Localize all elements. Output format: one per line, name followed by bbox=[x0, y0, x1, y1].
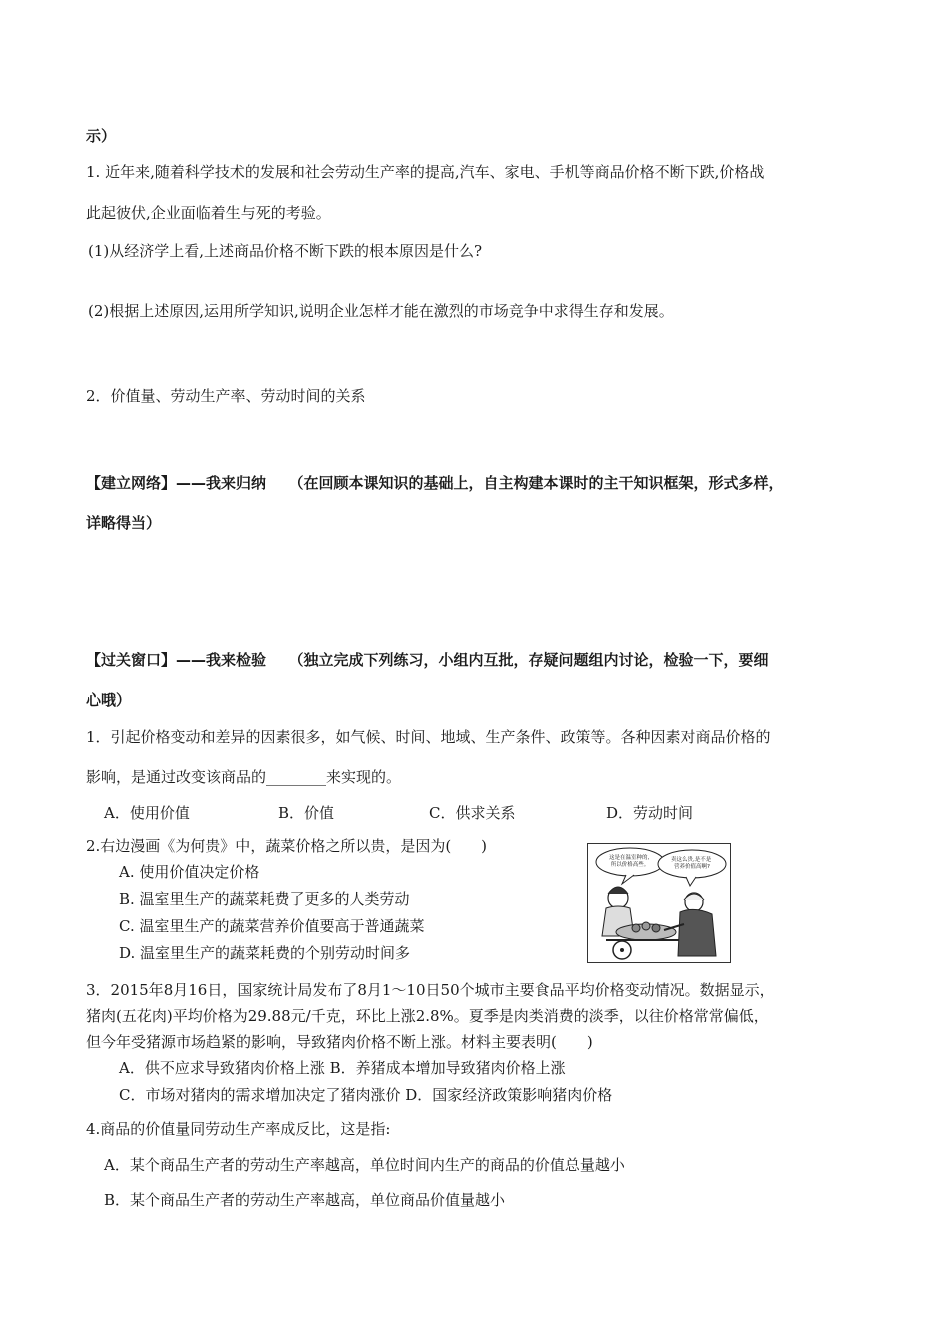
cartoon-bubble-right-text: 卖这么贵,是不是 营养价值高啊? bbox=[671, 857, 712, 870]
check-heading-line1: 【过关窗口】——我来检验 （独立完成下列练习，小组内互批，存疑问题组内讨论，检验一下，要细 bbox=[86, 651, 769, 669]
check-heading-line2: 心哦） bbox=[86, 691, 132, 709]
question-3-line2: 猪肉(五花肉)平均价格为29.88元/千克，环比上涨2.8%。夏季是肉类消费的淡季，以往价格常常偏低， bbox=[86, 1007, 769, 1025]
section-a-q1-sub2: (2)根据上述原因,运用所学知识,说明企业怎样才能在激烈的市场竞争中求得生存和发展。 bbox=[88, 302, 674, 320]
question-1-option-d: D．劳动时间 bbox=[606, 804, 694, 822]
question-4-option-a: A．某个商品生产者的劳动生产率越高，单位时间内生产的商品的价值总量越小 bbox=[104, 1156, 625, 1174]
cartoon-bubble-left-text: 这是在温室种的, 所以价格高些。 bbox=[609, 855, 650, 868]
question-3-line1: 3．2015年8月16日，国家统计局发布了8月1～10日50个城市主要食品平均价格变动情况。数据显示， bbox=[86, 981, 775, 999]
question-3-line3: 但今年受猪源市场趋紧的影响，导致猪肉价格不断上涨。材料主要表明( ) bbox=[86, 1033, 593, 1051]
question-2-option-d: D. 温室里生产的蔬菜耗费的个别劳动时间多 bbox=[119, 944, 411, 962]
section-a-q1-line1: 1. 近年来,随着科学技术的发展和社会劳动生产率的提高,汽车、家电、手机等商品价格不断下跌,价格战 bbox=[86, 163, 765, 181]
question-1-option-c: C．供求关系 bbox=[429, 804, 516, 822]
question-3-options-row1: A．供不应求导致猪肉价格上涨 B．养猪成本增加导致猪肉价格上涨 bbox=[119, 1059, 566, 1077]
network-heading-line1: 【建立网络】——我来归纳 （在回顾本课知识的基础上，自主构建本课时的主干知识框架，形式多样， bbox=[86, 474, 784, 492]
question-4-stem: 4.商品的价值量同劳动生产率成反比，这是指: bbox=[86, 1120, 391, 1138]
question-1-option-b: B．价值 bbox=[278, 804, 335, 822]
question-2-option-b: B. 温室里生产的蔬菜耗费了更多的人类劳动 bbox=[119, 890, 410, 908]
question-2-option-a: A. 使用价值决定价格 bbox=[119, 863, 260, 881]
question-1-line2: 影响，是通过改变该商品的________来实现的。 bbox=[86, 768, 402, 786]
question-2-stem: 2.右边漫画《为何贵》中，蔬菜价格之所以贵，是因为( ) bbox=[86, 837, 488, 855]
question-1-line1: 1．引起价格变动和差异的因素很多，如气候、时间、地域、生产条件、政策等。各种因素对商品价格的 bbox=[86, 728, 771, 746]
section-a-q1-sub1: (1)从经济学上看,上述商品价格不断下跌的根本原因是什么? bbox=[88, 242, 483, 260]
section-a-q1-line2: 此起彼伏,企业面临着生与死的考验。 bbox=[86, 204, 331, 222]
section-a-q2: 2．价值量、劳动生产率、劳动时间的关系 bbox=[86, 387, 366, 405]
header-tail: 示） bbox=[86, 127, 117, 145]
question-4-option-b: B．某个商品生产者的劳动生产率越高，单位商品价值量越小 bbox=[104, 1191, 506, 1209]
vegetable-price-cartoon bbox=[587, 843, 731, 963]
question-1-option-a: A．使用价值 bbox=[104, 804, 190, 822]
question-2-option-c: C. 温室里生产的蔬菜营养价值要高于普通蔬菜 bbox=[119, 917, 425, 935]
network-heading-line2: 详略得当） bbox=[86, 514, 162, 532]
question-3-options-row2: C．市场对猪肉的需求增加决定了猪肉涨价 D．国家经济政策影响猪肉价格 bbox=[119, 1086, 613, 1104]
